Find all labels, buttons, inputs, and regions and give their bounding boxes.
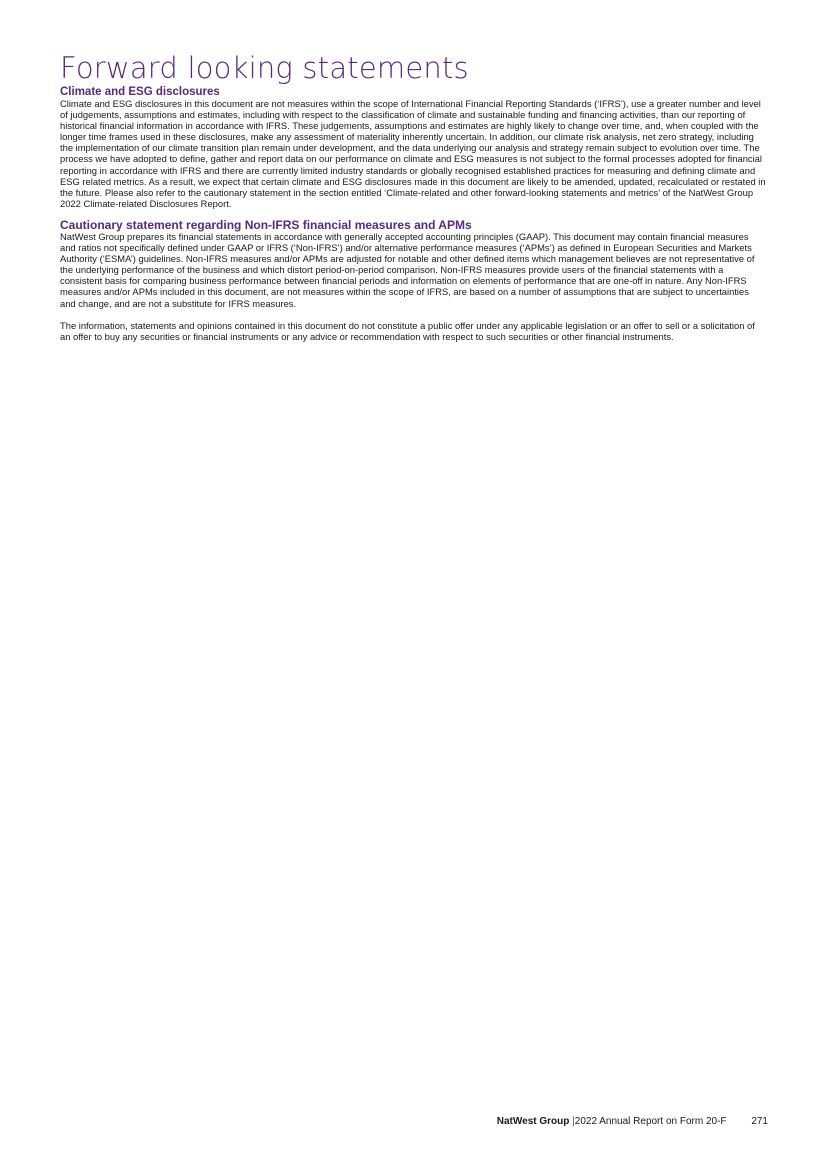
section-climate-esg bbox=[60, 86, 766, 209]
section-heading-non-ifrs: Cautionary statement regarding Non-IFRS financial measures and APMs bbox=[60, 217, 472, 232]
paragraph-no-offer: The information, statements and opinions contained in this document do not constitute a public offer under any applicable legislation or an offer to sell or a solicitation of an offer to buy any securities or financial instruments or any advice or recommendation with respect to such securities or other financial instruments. bbox=[60, 319, 755, 342]
page-content bbox=[60, 50, 766, 342]
footer-separator: | bbox=[572, 1116, 575, 1127]
paragraph-non-ifrs: NatWest Group prepares its financial statements in accordance with generally accepted accounting principles (GAAP). This document may contain financial measures and ratios not specifically defined under GAAP or IFRS (‘Non-IFRS’) and/or alternative performance measures (‘APMs’) as defined in European Securities and Markets Authority (‘ESMA’) guidelines. Non-IFRS measures and/or APMs are adjusted for notable and other defined items which management believes are not representative of the underlying performance of the business and which distort period-on-period comparison. Non-IFRS measures provide users of the financial statements with a consistent basis for comparing business performance between financial periods and information on elements of performance that are one-off in nature. Any Non-IFRS measures and/or APMs included in this document, are not measures within the scope of IFRS, are based on a number of assumptions that are subject to uncertainties and change, and are not a substitute for IFRS measures. bbox=[60, 230, 755, 309]
footer-report-title: 2022 Annual Report on Form 20-F bbox=[574, 1116, 727, 1127]
page-footer bbox=[497, 1116, 768, 1127]
section-heading-climate-esg: Climate and ESG disclosures bbox=[60, 86, 220, 98]
page-title: Forward looking statements bbox=[60, 51, 469, 85]
page-number: 271 bbox=[751, 1116, 768, 1127]
section-non-ifrs bbox=[60, 219, 766, 342]
paragraph-climate-esg: Climate and ESG disclosures in this document are not measures within the scope of International Financial Reporting Standards (‘IFRS’), use a greater number and level of judgements, assumptions and estimates, including with respect to the classification of climate and sustainable funding and financing activities, than our reporting of historical financial information in accordance with IFRS. These judgements, assumptions and estimates are highly likely to change over time, and, when coupled with the longer time frames used in these disclosures, make any assessment of materiality inherently uncertain. In addition, our climate risk analysis, net zero strategy, including the implementation of our climate transition plan remain under development, and the data underlying our analysis and strategy remain subject to evolution over time. The process we have adopted to define, gather and report data on our performance on climate and ESG measures is not subject to the formal processes adopted for financial reporting in accordance with IFRS and there are currently limited industry standards or globally recognised established practices for measuring and defining climate and ESG related metrics. As a result, we expect that certain climate and ESG disclosures made in this document are likely to be amended, updated, recalculated or restated in the future. Please also refer to the cautionary statement in the section entitled ‘Climate-related and other forward-looking statements and metrics’ of the NatWest Group 2022 Climate-related Disclosures Report. bbox=[60, 98, 766, 209]
footer-brand: NatWest Group bbox=[496, 1116, 570, 1127]
